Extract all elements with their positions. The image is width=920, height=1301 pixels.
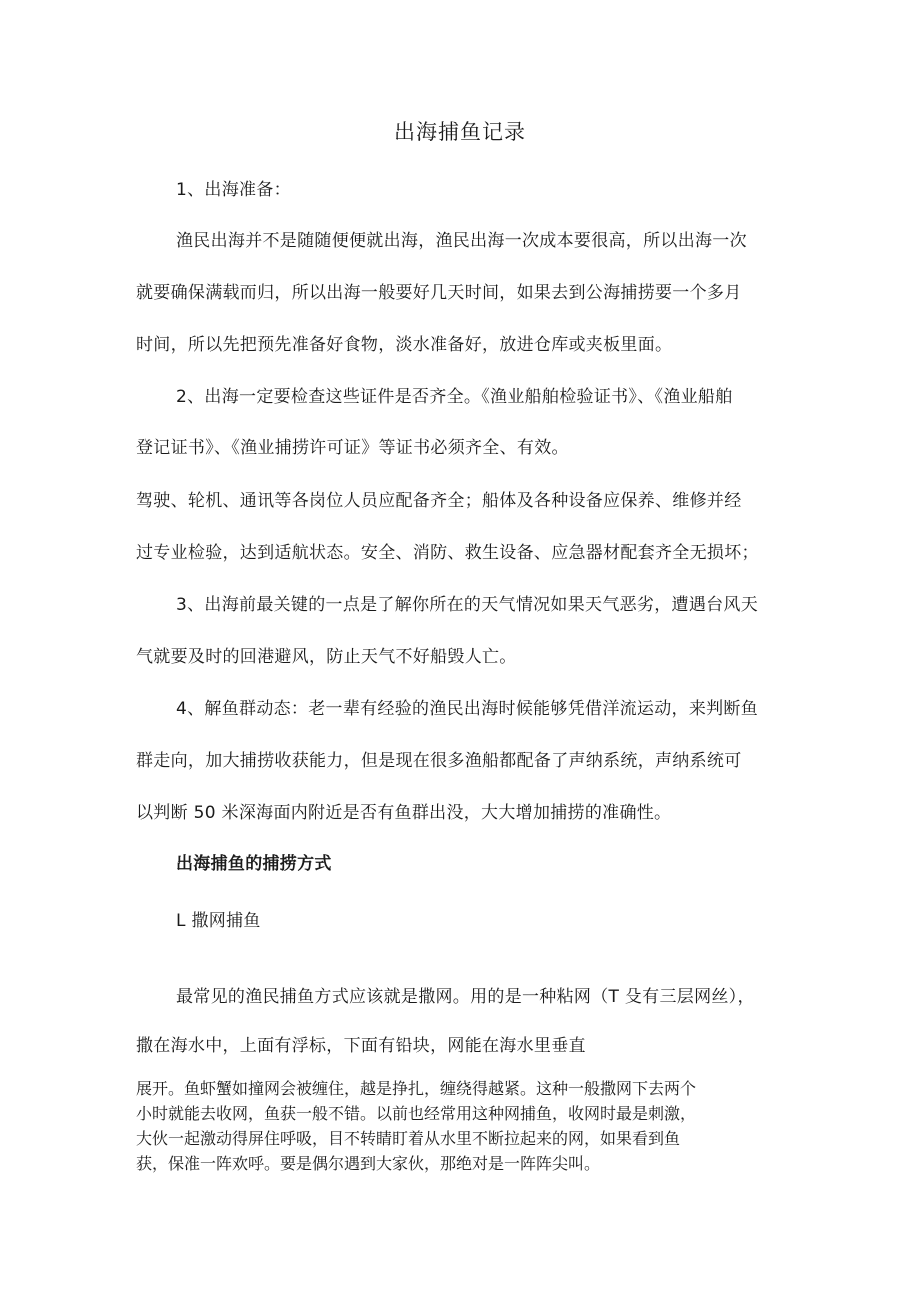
section-1-line-1: 渔民出海并不是随随便便就出海，渔民出海一次成本要很高，所以出海一次 [176,231,747,251]
section-1-line-3: 时间，所以先把预先准备好食物，淡水准备好，放进仓库或夹板里面。 [136,335,673,355]
section-4-line-3: 以判断 50 米深海面内附近是否有鱼群出没，大大增加捕捞的准确性。 [136,803,672,823]
section-2-line-1: 2、出海一定要检查这些证件是否齐全。《渔业船舶检验证书》、《渔业船舶 [176,387,733,407]
method-1-line-5: 大伙一起激动得屏住呼吸，目不转睛盯着从水里不断拉起来的网，如果看到鱼 [136,1129,681,1148]
method-1-line-1: 最常见的渔民捕鱼方式应该就是撒网。用的是一种粘网（T 殳有三层网丝）， [176,987,755,1007]
method-1-line-2: 撒在海水中，上面有浮标，下面有铅块，网能在海水里垂直 [136,1036,586,1056]
section-1-heading: 1、出海准备： [176,180,291,200]
section-3-line-2: 气就要及时的回港避风，防止天气不好船毁人亡。 [136,647,517,667]
section-1-line-2: 就要确保满载而归，所以出海一般要好几天时间，如果去到公海捕捞要一个多月 [136,283,742,303]
methods-heading: 出海捕鱼的捕捞方式 [176,854,332,874]
method-1-line-4: 小时就能去收网，鱼获一般不错。以前也经常用这种网捕鱼，收网时最是刺激， [136,1104,697,1123]
section-2-line-4: 过专业检验，达到适航状态。安全、消防、救生设备、应急器材配套齐全无损坏； [136,543,759,563]
section-2-line-3: 驾驶、轮机、通讯等各岗位人员应配备齐全；船体及各种设备应保养、维修并经 [136,491,742,511]
page-title: 出海捕鱼记录 [394,120,526,144]
method-1-heading: L 撒网捕鱼 [176,911,261,931]
method-1-line-6: 获，保准一阵欢呼。要是偶尔遇到大家伙，那绝对是一阵阵尖叫。 [136,1154,601,1173]
section-4-line-2: 群走向，加大捕捞收获能力，但是现在很多渔船都配备了声纳系统，声纳系统可 [136,751,742,771]
section-4-line-1: 4、解鱼群动态：老一辈有经验的渔民出海时候能够凭借洋流运动，来判断鱼 [176,699,759,719]
section-3-line-1: 3、出海前最关键的一点是了解你所在的天气情况如果天气恶劣，遭遇台风天 [176,595,759,615]
method-1-line-3: 展开。鱼虾蟹如撞网会被缠住，越是挣扎，缠绕得越紧。这种一般撒网下去两个 [136,1079,697,1098]
section-2-line-2: 登记证书》、《渔业捕捞许可证》等证书必须齐全、有效。 [136,438,569,458]
